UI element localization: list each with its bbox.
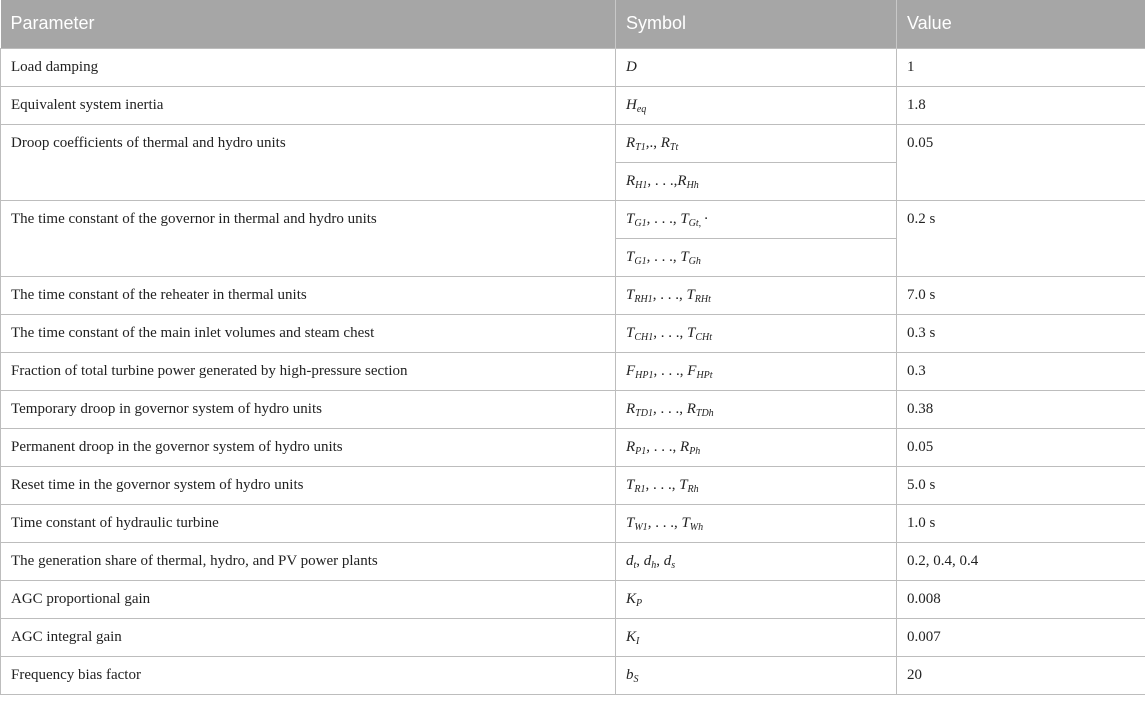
value-cell: 0.2 s (897, 200, 1145, 276)
header-row (1, 0, 1145, 48)
header-parameter: Parameter (1, 0, 616, 48)
value-cell: 1 (897, 48, 1145, 86)
value-cell: 5.0 s (897, 466, 1145, 504)
table-row (1, 618, 1145, 656)
parameter-cell: The time constant of the main inlet volumes and steam chest (1, 314, 616, 352)
symbol-cell: $F_{HP1}$, . . ., $F_{HPt}$ (616, 352, 897, 390)
parameter-cell: Fraction of total turbine power generated by high-pressure section (1, 352, 616, 390)
symbol-cell: D (616, 48, 897, 86)
table-row (1, 390, 1145, 428)
parameter-cell: Time constant of hydraulic turbine (1, 504, 616, 542)
value-cell: 0.008 (897, 580, 1145, 618)
symbol-cell: $T_{W1}$, . . ., $T_{Wh}$ (616, 504, 897, 542)
symbol-cell: $T_{R1}$, . . ., $T_{Rh}$ (616, 466, 897, 504)
table-row (1, 504, 1145, 542)
parameter-cell: AGC proportional gain (1, 580, 616, 618)
parameter-cell: Equivalent system inertia (1, 86, 616, 124)
value-cell: 7.0 s (897, 276, 1145, 314)
value-cell: 0.05 (897, 124, 1145, 200)
table-row (1, 580, 1145, 618)
parameter-cell: AGC integral gain (1, 618, 616, 656)
parameter-cell: Load damping (1, 48, 616, 86)
value-cell: 0.2, 0.4, 0.4 (897, 542, 1145, 580)
symbol-cell: $T_{G1}$, . . ., $T_{Gh}$ (616, 238, 897, 276)
value-cell: 0.007 (897, 618, 1145, 656)
parameter-cell: Temporary droop in governor system of hydro units (1, 390, 616, 428)
value-cell: 0.3 s (897, 314, 1145, 352)
parameter-cell: Droop coefficients of thermal and hydro units (1, 124, 616, 200)
table-row (1, 48, 1145, 86)
value-cell: 1.8 (897, 86, 1145, 124)
symbol-cell: $T_{CH1}$, . . ., $T_{CHt}$ (616, 314, 897, 352)
table-row (1, 124, 1145, 162)
value-cell: 1.0 s (897, 504, 1145, 542)
table-row (1, 200, 1145, 238)
symbol-cell: $R_{T1}$,., $R_{Tt}$ (616, 124, 897, 162)
symbol-cell: $T_{RH1}$, . . ., $T_{RHt}$ (616, 276, 897, 314)
parameter-cell: The time constant of the governor in thermal and hydro units (1, 200, 616, 276)
symbol-cell: $K_P$ (616, 580, 897, 618)
value-cell: 0.05 (897, 428, 1145, 466)
table-row (1, 314, 1145, 352)
value-cell: 20 (897, 656, 1145, 694)
symbol-cell: $R_{P1}$, . . ., $R_{Ph}$ (616, 428, 897, 466)
table-row (1, 466, 1145, 504)
table-row (1, 428, 1145, 466)
table-body (1, 48, 1145, 694)
parameter-cell: Frequency bias factor (1, 656, 616, 694)
header-symbol: Symbol (616, 0, 897, 48)
value-cell: 0.3 (897, 352, 1145, 390)
symbol-cell: $R_{TD1}$, . . ., $R_{TDh}$ (616, 390, 897, 428)
symbol-cell: $K_I$ (616, 618, 897, 656)
header-value: Value (897, 0, 1145, 48)
table-row (1, 276, 1145, 314)
symbol-cell: $d_t$, $d_h$, $d_s$ (616, 542, 897, 580)
parameter-cell: Reset time in the governor system of hydro units (1, 466, 616, 504)
table-row (1, 352, 1145, 390)
parameter-cell: The generation share of thermal, hydro, and PV power plants (1, 542, 616, 580)
table-row (1, 656, 1145, 694)
parameter-cell: The time constant of the reheater in thermal units (1, 276, 616, 314)
value-cell: 0.38 (897, 390, 1145, 428)
symbol-cell: $b_S$ (616, 656, 897, 694)
parameter-cell: Permanent droop in the governor system of hydro units (1, 428, 616, 466)
symbol-cell: $T_{G1}$, . . ., $T_{Gt,}$ · (616, 200, 897, 238)
symbol-cell: $R_{H1}$, . . $.,R_{Hh}$ (616, 162, 897, 200)
symbol-cell: $H_{eq}$ (616, 86, 897, 124)
table-row (1, 542, 1145, 580)
table-row (1, 86, 1145, 124)
